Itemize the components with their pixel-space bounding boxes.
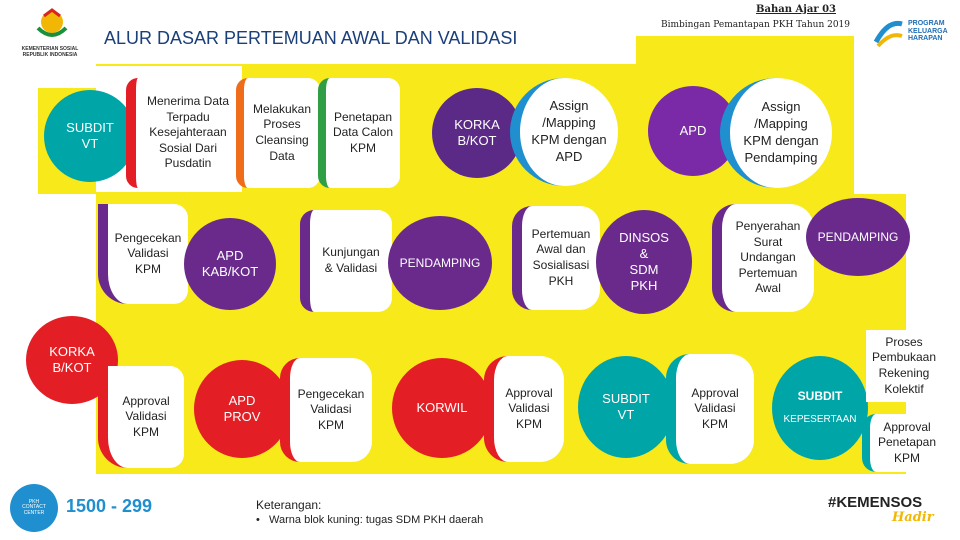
assign-mapping-apd-card — [510, 78, 618, 186]
kemensos-logo-text: KEMENTERIAN SOSIAL REPUBLIK INDONESIA — [21, 46, 79, 58]
kemensos-logo — [10, 6, 90, 66]
approval-validasi-card-3 — [666, 354, 754, 464]
yellow-block-top-ext — [636, 36, 854, 66]
dinsos-sdm-label: DINSOS & SDM PKH — [619, 229, 669, 294]
subdit-vt-label-1: SUBDIT VT — [66, 119, 114, 151]
kemensos-emblem-icon — [32, 8, 72, 44]
call-center — [10, 484, 170, 532]
keterangan-block — [256, 498, 576, 526]
pkh-logo — [872, 10, 954, 60]
subdit-kepesertaan-node — [772, 356, 868, 460]
penyerahan-surat-label: Penyerahan Surat Undangan Pertemuan Awal — [735, 219, 801, 296]
korka-bkot-label-2: KORKA B/KOT — [49, 343, 95, 375]
bahan-ajar-label: Bahan Ajar 03 — [756, 4, 836, 15]
kunjungan-validasi-label: Kunjungan & Validasi — [322, 245, 380, 275]
korwil-node — [392, 358, 492, 458]
call-center-icon — [10, 484, 58, 532]
pengecekan-validasi-label-2: Pengecekan Validasi KPM — [297, 386, 365, 432]
approval-validasi-card-1 — [98, 366, 184, 468]
subdit-kepesertaan-label-bottom: KEPESERTAAN — [783, 414, 857, 426]
apd-prov-node — [194, 360, 290, 458]
apd-kab-kot-node — [184, 218, 276, 310]
call-center-icon-label: PKH CONTACT CENTER — [22, 498, 46, 516]
apd-label-1: APD — [679, 122, 707, 138]
subtitle-label: Bimbingan Pemantapan PKH Tahun 2019 — [661, 20, 850, 30]
subdit-kepesertaan-label-top: SUBDIT — [797, 389, 843, 404]
approval-validasi-label-3: Approval Validasi KPM — [691, 385, 739, 431]
pendamping-node-2 — [806, 198, 910, 276]
subdit-vt-node-1 — [44, 90, 136, 182]
dinsos-sdm-node — [596, 210, 692, 314]
apd-prov-label: APD PROV — [223, 392, 261, 424]
keterangan-item — [256, 514, 576, 526]
pkh-logo-text: PROGRAM KELUARGA HARAPAN — [908, 20, 948, 43]
apd-kab-kot-label: APD KAB/KOT — [201, 247, 259, 279]
menerima-data-label: Menerima Data Terpadu Kesejahteraan Sosial Dari Pusdatin — [146, 94, 230, 171]
pengecekan-validasi-card-1 — [98, 204, 188, 304]
approval-validasi-label-1: Approval Validasi KPM — [122, 393, 170, 439]
pendamping-label-2: PENDAMPING — [817, 229, 899, 244]
approval-validasi-label-2: Approval Validasi KPM — [505, 385, 553, 431]
menerima-data-card — [126, 78, 240, 188]
kemensos-hashtag — [828, 494, 948, 536]
penetapan-data-label: Penetapan Data Calon KPM — [332, 109, 394, 155]
approval-penetapan-card — [862, 414, 944, 472]
keterangan-item-text: Warna blok kuning: tugas SDM PKH daerah — [269, 514, 484, 526]
title-banner — [96, 14, 636, 64]
hashtag-label: #KEMENSOS — [828, 494, 923, 511]
pengecekan-validasi-label-1: Pengecekan Validasi KPM — [114, 230, 182, 276]
assign-mapping-pendamping-card — [720, 78, 832, 188]
pertemuan-awal-card — [512, 206, 600, 310]
keterangan-title: Keterangan: — [256, 498, 322, 512]
melakukan-proses-label: Melakukan Proses Cleansing Data — [252, 101, 312, 163]
korka-bkot-node-1 — [432, 88, 522, 178]
penyerahan-surat-card — [712, 204, 814, 312]
pertemuan-awal-label: Pertemuan Awal dan Sosialisasi PKH — [531, 226, 591, 288]
proses-pembukaan-card — [866, 330, 942, 402]
approval-penetapan-label: Approval Penetapan KPM — [877, 419, 937, 465]
kunjungan-validasi-card — [300, 210, 392, 312]
call-center-number: 1500 - 299 — [66, 496, 153, 516]
approval-validasi-card-2 — [484, 356, 564, 462]
korka-bkot-label-1: KORKA B/KOT — [454, 116, 500, 148]
pkh-swoosh-icon — [872, 16, 906, 50]
penetapan-data-card — [318, 78, 400, 188]
pengecekan-validasi-card-2 — [280, 358, 372, 462]
subdit-vt-label-2: SUBDIT VT — [602, 390, 650, 422]
pendamping-label-1: PENDAMPING — [399, 255, 481, 270]
assign-mapping-apd-label: Assign /Mapping KPM dengan APD — [531, 98, 607, 164]
page-title: ALUR DASAR PERTEMUAN AWAL DAN VALIDASI — [104, 28, 518, 48]
bullet-icon: • — [256, 514, 270, 526]
pendamping-node-1 — [388, 216, 492, 310]
korwil-label: KORWIL — [416, 399, 468, 415]
melakukan-proses-card — [236, 78, 320, 188]
hadir-label: Hadir — [892, 510, 934, 525]
proses-pembukaan-label: Proses Pembukaan Rekening Kolektif — [871, 334, 937, 396]
assign-mapping-pendamping-label: Assign /Mapping KPM dengan Pendamping — [743, 99, 819, 165]
subdit-vt-node-2 — [578, 356, 674, 458]
